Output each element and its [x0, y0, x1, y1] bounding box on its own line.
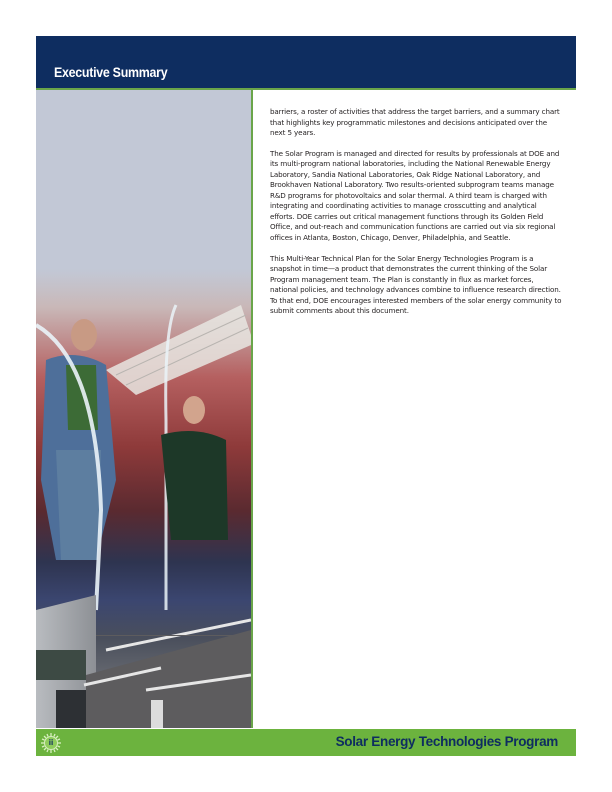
section-title: Executive Summary [54, 65, 168, 80]
page-header [36, 36, 576, 88]
paragraph: barriers, a roster of activities that address the target barriers, and a summary chart that highlights key programmatic milestones and decisions anticipated over the next 5 years. [270, 107, 560, 138]
page-footer [36, 729, 576, 756]
paragraph: This Multi-Year Technical Plan for the Solar Energy Technologies Program is a snapshot in time—a product that demonstrates the current thinking of the Solar Program management team. The Plan is constantly in flux as market forces, national policies, and technology advances combine to influence research direction. To that end, DOE encourages interested members of the solar energy community to submit comments about this document. [270, 253, 562, 316]
program-title: Solar Energy Technologies Program [335, 734, 558, 749]
photo-illustration [36, 90, 251, 728]
sun-icon [40, 732, 62, 754]
cover-photo [36, 90, 251, 728]
body-text [270, 107, 562, 327]
page-number: ii [48, 738, 54, 747]
paragraph: The Solar Program is managed and directed for results by professionals at DOE and its multi-program national laboratories, including the National Renewable Energy Laboratory, Sandia National Laboratories, Oak Ridge National Laboratory, and Brookhaven National Laboratory. Two results-oriented subprogram teams manage R&D programs for photovoltaics and solar thermal. A third team is charged with integrating and coordinating activities to manage crosscutting and analytical efforts. DOE carries out critical management functions through its Golden Field Office, and out-reach and communication functions are carried out via six regional offices in Atlanta, Boston, Chicago, Denver, Philadelphia, and Seattle. [270, 148, 560, 243]
photo-divider [251, 90, 253, 728]
